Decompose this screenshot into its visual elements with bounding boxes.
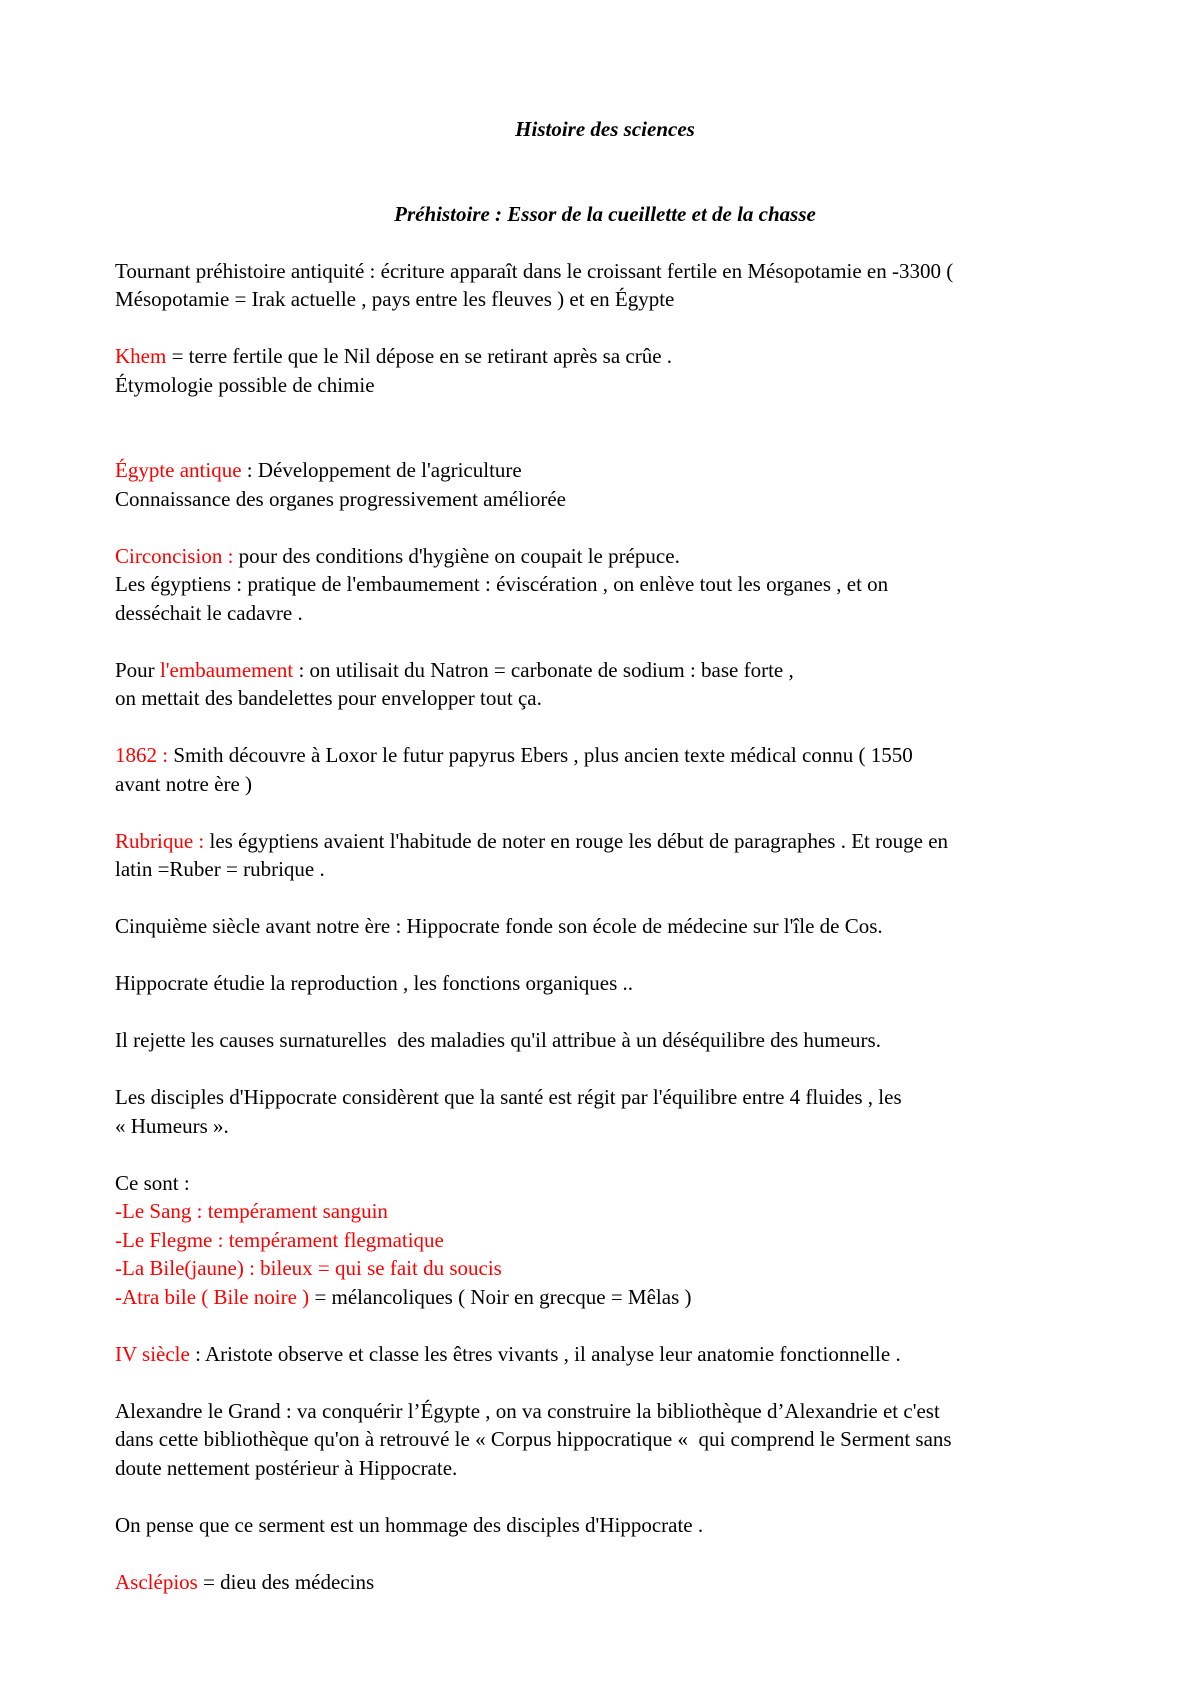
text-run: pour des conditions d'hygiène on coupait le prépuce. — [238, 543, 680, 568]
text-line: avant notre ère ) — [115, 771, 253, 796]
text-line: on mettait des bandelettes pour envelopper tout ça. — [115, 686, 542, 710]
text-line: Connaissance des organes progressivement améliorée — [115, 486, 566, 511]
text-line — [115, 741, 1095, 770]
list-item: -Le Flegme : tempérament flegmatique — [115, 1227, 444, 1252]
paragraph-egypte — [115, 456, 1095, 513]
paragraph-circoncision — [115, 542, 1095, 628]
paragraph-humeurs — [115, 1169, 1095, 1312]
text-line: Ce sont : — [115, 1170, 190, 1195]
text-line — [115, 1568, 1095, 1597]
text-run: = terre fertile que le Nil dépose en se retirant après sa crûe . — [166, 344, 673, 368]
paragraph-khem — [115, 342, 1095, 399]
text-run: : Développement de l'agriculture — [241, 458, 522, 482]
paragraph-asclepios — [115, 1568, 1095, 1597]
highlight-term: l'embaumement — [159, 657, 294, 682]
document-body — [115, 115, 1095, 1596]
text-line: latin =Ruber = rubrique . — [115, 857, 325, 881]
section-subtitle: Préhistoire : Essor de la cueillette et de la chasse — [394, 201, 816, 226]
text-line: Tournant préhistoire antiquité : écriture apparaît dans le croissant fertile en Mésopotamie en -3300 ( — [115, 258, 954, 283]
paragraph-tournant — [115, 257, 1095, 314]
text-line: Étymologie possible de chimie — [115, 372, 375, 397]
text-run: les égyptiens avaient l'habitude de noter en rouge les début de paragraphes . Et rouge en — [209, 828, 949, 853]
text-line: Mésopotamie = Irak actuelle , pays entre les fleuves ) et en Égypte — [115, 287, 675, 311]
text-line: Les égyptiens : pratique de l'embaumement : éviscération , on enlève tout les organes , et on — [115, 572, 889, 596]
document-title: Histoire des sciences — [515, 117, 695, 141]
text-run: : Aristote observe et classe les êtres vivants , il analyse leur anatomie fonctionnelle . — [195, 1341, 901, 1366]
paragraph-cinquieme: Cinquième siècle avant notre ère : Hippocrate fonde son école de médecine sur l'île de Cos. — [115, 914, 883, 938]
highlight-term: IV siècle — [115, 1341, 196, 1366]
text-line — [115, 342, 1095, 371]
paragraph-alexandre — [115, 1397, 1095, 1483]
paragraph-reproduction: Hippocrate étudie la reproduction , les fonctions organiques .. — [115, 971, 634, 995]
list-item — [115, 1283, 1095, 1312]
text-line — [115, 656, 1095, 685]
text-line: Les disciples d'Hippocrate considèrent que la santé est régit par l'équilibre entre 4 fluides , les — [115, 1085, 902, 1109]
text-run: = dieu des médecins — [197, 1569, 375, 1594]
highlight-term: Khem — [115, 344, 167, 368]
text-line: Alexandre le Grand : va conquérir l’Égypte , on va construire la bibliothèque d’Alexandrie et c'est — [115, 1398, 940, 1423]
highlight-term: Égypte antique — [115, 458, 242, 482]
text-run: Pour — [115, 657, 160, 682]
text-line: desséchait le cadavre . — [115, 600, 303, 625]
text-line: doute nettement postérieur à Hippocrate. — [115, 1455, 458, 1480]
paragraph-smith — [115, 741, 1095, 798]
highlight-term: Rubrique : — [115, 828, 210, 853]
paragraph-aristote — [115, 1340, 1095, 1369]
text-line — [115, 1340, 1095, 1369]
highlight-term: Asclépios — [115, 1569, 198, 1594]
paragraph-rejette: Il rejette les causes surnaturelles des maladies qu'il attribue à un déséquilibre des humeurs. — [115, 1028, 881, 1052]
text-line: dans cette bibliothèque qu'on à retrouvé le « Corpus hippocratique « qui comprend le Serment sans — [115, 1427, 952, 1451]
text-line: « Humeurs ». — [115, 1113, 229, 1138]
paragraph-rubrique — [115, 827, 1095, 884]
text-run: Smith découvre à Loxor le futur papyrus Ebers , plus ancien texte médical connu ( 1550 — [173, 743, 913, 767]
highlight-term: Circoncision : — [115, 543, 239, 568]
paragraph-serment: On pense que ce serment est un hommage des disciples d'Hippocrate . — [115, 1512, 704, 1537]
text-run: : on utilisait du Natron = carbonate de sodium : base forte , — [293, 657, 794, 682]
text-run: = mélancoliques ( Noir en grecque = Mêlas ) — [309, 1284, 692, 1309]
paragraph-disciples — [115, 1083, 1095, 1140]
text-line — [115, 827, 1095, 856]
highlight-term: -Atra bile ( Bile noire ) — [115, 1284, 310, 1309]
highlight-term: 1862 : — [115, 743, 174, 767]
text-line — [115, 456, 1095, 485]
list-item: -La Bile(jaune) : bileux = qui se fait du soucis — [115, 1256, 502, 1280]
paragraph-embaumement — [115, 656, 1095, 713]
text-line — [115, 542, 1095, 571]
list-item: -Le Sang : tempérament sanguin — [115, 1199, 388, 1223]
